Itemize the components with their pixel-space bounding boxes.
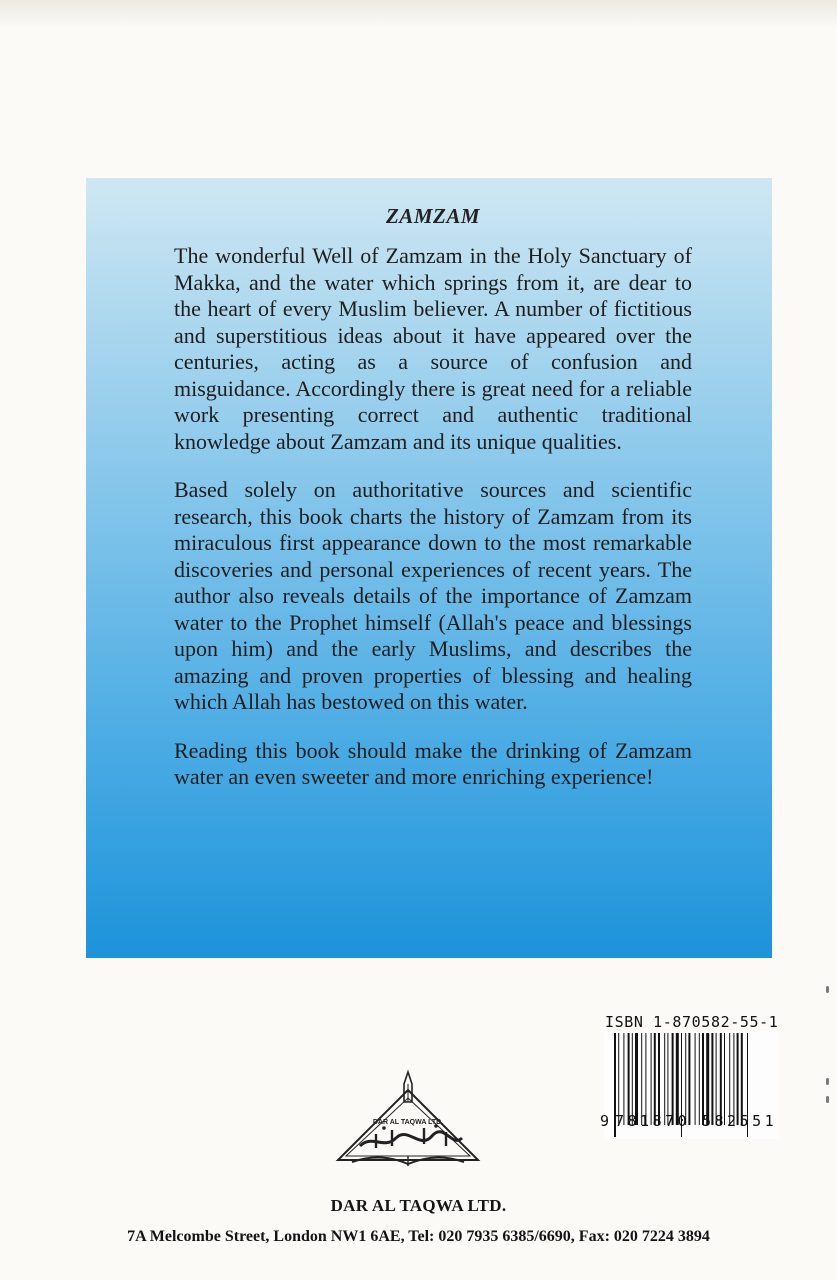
barcode-digit-group-left: 781870 xyxy=(615,1112,691,1130)
blurb-paragraph-2: Based solely on authoritative sources and scientific research, this book charts the history of Zamzam from its miraculous first appearance down to the most remarkable discoveries and personal experiences of recent years. The author also reveals details of the importance of Zamzam water to the Prophet himself (Allah's peace and blessings upon him) and the early Muslims, and describes the amazing and proven properties of blessing and healing which Allah has bestowed on this water. xyxy=(174,477,692,714)
edge-mark xyxy=(826,1096,829,1103)
blurb-title: ZAMZAM xyxy=(385,204,480,228)
barcode-bar xyxy=(695,1033,696,1125)
isbn-label: ISBN 1-870582-55-1 xyxy=(605,1013,779,1031)
publisher-name: DAR AL TAQWA LTD. xyxy=(330,1196,507,1215)
barcode-digit-group-right: 582551 xyxy=(702,1112,778,1130)
publisher-address: 7A Melcombe Street, London NW1 6AE, Tel: 020 7935 6385/6690, Fax: 020 7224 3894 xyxy=(127,1228,710,1245)
publisher-logo-text: DAR AL TAQWA LTD. xyxy=(372,1119,444,1126)
edge-mark xyxy=(826,986,829,993)
publisher-logo xyxy=(332,1068,484,1168)
blurb-paragraph-3: Reading this book should make the drinking of Zamzam water an even sweeter and more enriching experience! xyxy=(174,737,692,789)
barcode-digit-prefix: 9 xyxy=(600,1112,610,1130)
barcode-bar xyxy=(699,1033,700,1125)
blurb-paragraph-1: The wonderful Well of Zamzam in the Holy Sanctuary of Makka, and the water which springs from it, are dear to the heart of every Muslim believer. A number of fictitious and superstitious ideas about it have appeared over the centuries, acting as a source of confusion and misguidance. Accordingly there is great need for a reliable work presenting correct and authentic traditional knowledge about Zamzam and its unique qualities. xyxy=(174,243,692,454)
page-top-shade xyxy=(0,0,837,28)
edge-mark xyxy=(826,1078,829,1085)
blurb-panel xyxy=(86,178,772,958)
